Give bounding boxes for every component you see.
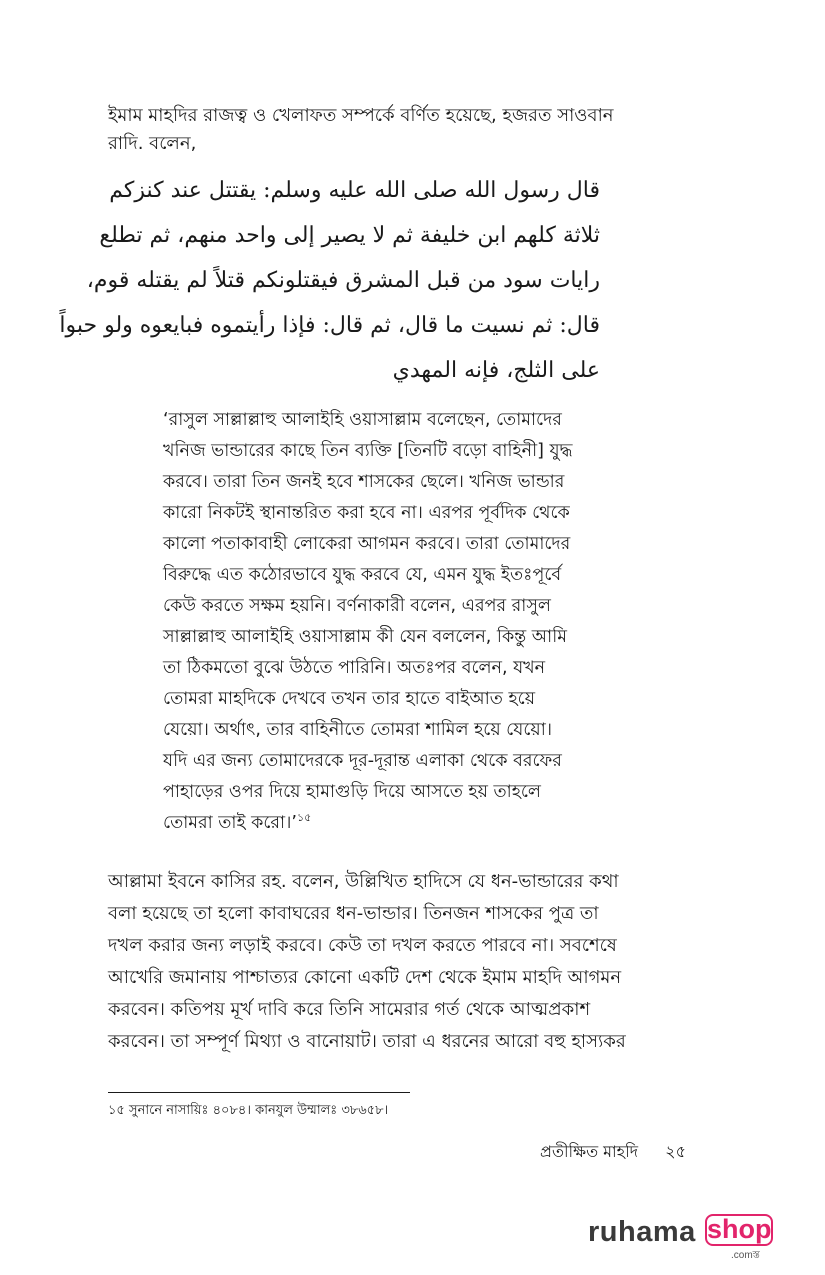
arabic-line: قال رسول الله صلى الله عليه وسلم: يقتتل عند كنزكم [109, 178, 600, 203]
footnote-marker[interactable]: ১৫ [296, 811, 312, 825]
arabic-line: رايات سود من قبل المشرق فيقتلونكم قتلاً لم يقتله قوم، [86, 268, 600, 293]
commentary-line: করবেন। কতিপয় মূর্খ দাবি করে তিনি সামেরার গর্ত থেকে আত্মপ্রকাশ [108, 999, 591, 1020]
translation-line: কারো নিকটই স্থানান্তরিত করা হবে না। এরপর পূর্বদিক থেকে [163, 503, 570, 523]
translation-line: কেউ করতে সক্ষম হয়নি। বর্ণনাকারী বলেন, এরপর রাসুল [163, 596, 551, 616]
translation-line: করবে। তারা তিন জনই হবে শাসকের ছেলে। খনিজ ভান্ডার [163, 472, 565, 492]
running-footer [540, 1140, 686, 1164]
translation-line: তা ঠিকমতো বুঝে উঠতে পারিনি। অতঃপর বলেন, যখন [163, 658, 546, 678]
translation-line: সাল্লাল্লাহু আলাইহি ওয়াসাল্লাম কী যেন বললেন, কিন্তু আমি [163, 627, 567, 647]
translation-line: কালো পতাকাবাহী লোকেরা আগমন করবে। তারা তোমাদের [163, 534, 571, 554]
translation-line: বিরুদ্ধে এত কঠোরভাবে যুদ্ধ করবে যে, এমন যুদ্ধ ইতঃপূর্বে [163, 565, 562, 585]
translation-line: খনিজ ভান্ডারের কাছে তিন ব্যক্তি [তিনটি বড়ো বাহিনী] যুদ্ধ [163, 441, 573, 461]
translation-quote [163, 405, 663, 839]
intro-line: ইমাম মাহদির রাজত্ব ও খেলাফত সম্পর্কে বর্ণিত হয়েছে, হজরত সাওবান [108, 105, 614, 126]
translation-line: তোমরা মাহদিকে দেখবে তখন তার হাতে বাইআত হয়ে [163, 689, 536, 709]
arabic-hadith [59, 168, 600, 393]
commentary-line: বলা হয়েছে তা হলো কাবাঘরের ধন-ভান্ডার। তিনজন শাসকের পুত্র তা [108, 903, 599, 924]
logo-domain: .comস্ত [731, 1250, 760, 1261]
arabic-line: ثلاثة كلهم ابن خليفة ثم لا يصير إلى واحد منهم، ثم تطلع [99, 223, 600, 248]
translation-last-text: তোমরা তাই করো।’ [163, 813, 297, 833]
commentary-paragraph [108, 866, 708, 1058]
commentary-line: আল্লামা ইবনে কাসির রহ. বলেন, উল্লিখিত হাদিসে যে ধন-ভান্ডারের কথা [108, 871, 619, 892]
translation-line [163, 808, 663, 839]
book-title: প্রতীক্ষিত মাহদি [540, 1142, 639, 1161]
intro-line: রাদি. বলেন, [108, 133, 197, 154]
translation-line: ‘রাসুল সাল্লাল্লাহু আলাইহি ওয়াসাল্লাম বলেছেন, তোমাদের [163, 410, 562, 430]
commentary-line: করবেন। তা সম্পূর্ণ মিথ্যা ও বানোয়াট। তারা এ ধরনের আরো বহু হাস্যকর [108, 1031, 626, 1052]
logo-wordmark: ruhama [588, 1216, 696, 1248]
commentary-line: দখল করার জন্য লড়াই করবে। কেউ তা দখল করতে পারবে না। সবশেষে [108, 935, 617, 956]
footnote-text: ১৫ সুনানে নাসায়িঃ ৪০৮৪। কানযুল উম্মালঃ ৩৮৬৫৮। [108, 1103, 389, 1118]
arabic-line: قال: ثم نسيت ما قال، ثم قال: فإذا رأيتموه فبايعوه ولو حبواً [59, 313, 600, 338]
arabic-line: على الثلج، فإنه المهدي [392, 358, 600, 383]
ruhama-shop-logo[interactable] [588, 1212, 778, 1260]
logo-badge [705, 1214, 773, 1246]
translation-line: পাহাড়ের ওপর দিয়ে হামাগুড়ি দিয়ে আসতে হয় তাহলে [163, 782, 541, 802]
logo-badge-text: shop [707, 1214, 772, 1244]
footnote-divider [108, 1092, 410, 1093]
intro-paragraph [108, 102, 708, 158]
page-number: ২৫ [665, 1142, 686, 1161]
commentary-line: আখেরি জমানায় পাশ্চাত্যর কোনো একটি দেশ থেকে ইমাম মাহদি আগমন [108, 967, 622, 988]
translation-line: যদি এর জন্য তোমাদেরকে দূর-দূরান্ত এলাকা থেকে বরফের [163, 751, 562, 771]
translation-line: যেয়ো। অর্থাৎ, তার বাহিনীতে তোমরা শামিল হয়ে যেয়ো। [163, 720, 553, 740]
